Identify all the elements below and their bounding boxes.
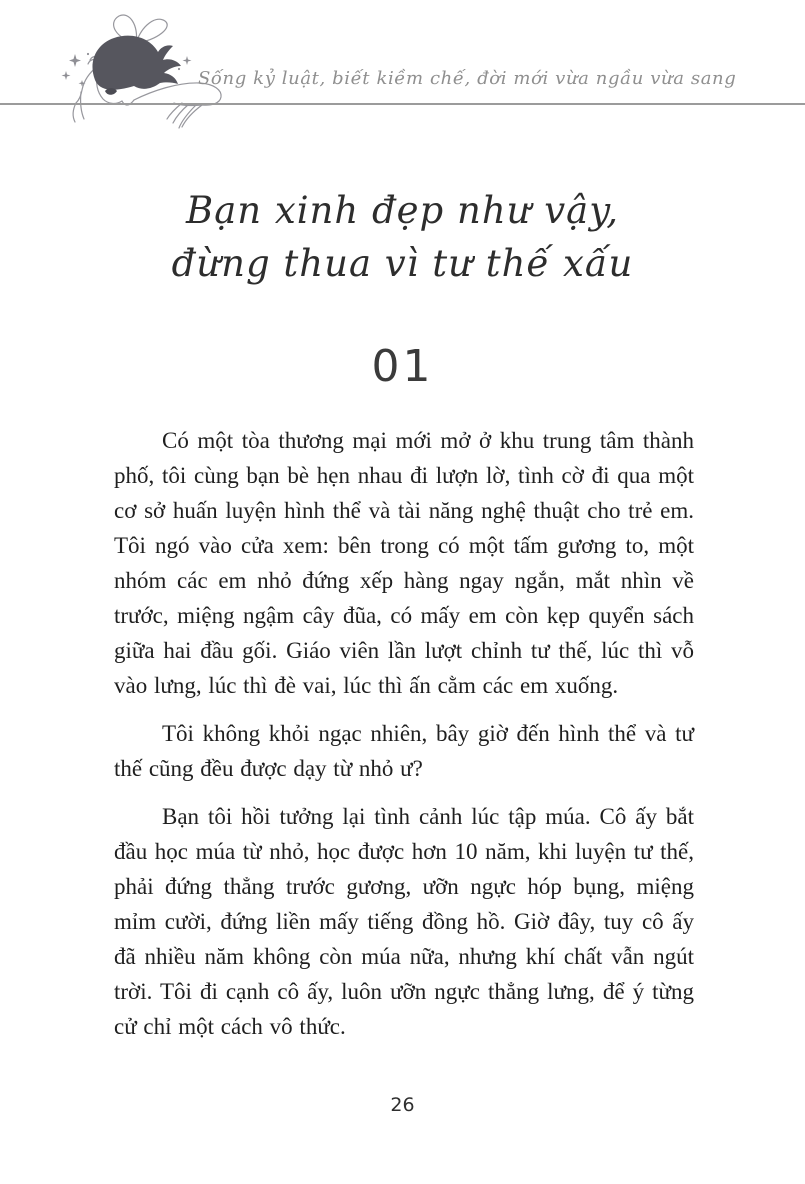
paragraph-2: Tôi không khỏi ngạc nhiên, bây giờ đến hình thể và tư thế cũng đều được dạy từ nhỏ ư? [114, 721, 694, 781]
chapter-title-line2: đừng thua vì tư thế xấu [171, 242, 634, 285]
chapter-tagline: Sống kỷ luật, biết kiềm chế, đời mới vừa ngầu vừa sang [198, 68, 737, 89]
hair-shape [92, 36, 181, 90]
paragraph-1: Có một tòa thương mại mới mở ở khu trung tâm thành phố, tôi cùng bạn bè hẹn nhau đi lượn lờ, tình cờ đi qua một cơ sở huấn luyện hình thể và tài năng nghệ thuật cho trẻ em. Tôi ngó vào cửa xem: bên trong có một tấm gương to, một nhóm các em nhỏ đứng xếp hàng ngay ngắn, mắt nhìn về trước, miệng ngậm cây đũa, có mấy em còn kẹp quyển sách giữa hai đầu gối. Giáo viên lần lượt chỉnh tư thế, lúc thì vỗ vào lưng, lúc thì đè vai, lúc thì ấn cằm các em xuống. [114, 428, 694, 698]
section-number: 01 [371, 341, 434, 392]
page-number: 26 [390, 1094, 415, 1116]
body-text [114, 423, 694, 1057]
header-divider [0, 103, 805, 105]
chapter-title [0, 184, 805, 290]
paragraph-3: Bạn tôi hồi tưởng lại tình cảnh lúc tập múa. Cô ấy bắt đầu học múa từ nhỏ, học được hơn 10 năm, khi luyện tư thế, phải đứng thẳng trước gương, ưỡn ngực hóp bụng, miệng mỉm cười, đứng liền mấy tiếng đồng hồ. Giờ đây, tuy cô ấy đã nhiều năm không còn múa nữa, nhưng khí chất vẫn ngút trời. Tôi đi cạnh cô ấy, luôn ưỡn ngực thẳng lưng, để ý từng cử chỉ một cách vô thức. [114, 804, 694, 1039]
chapter-title-line1: Bạn xinh đẹp như vậy, [186, 189, 619, 232]
